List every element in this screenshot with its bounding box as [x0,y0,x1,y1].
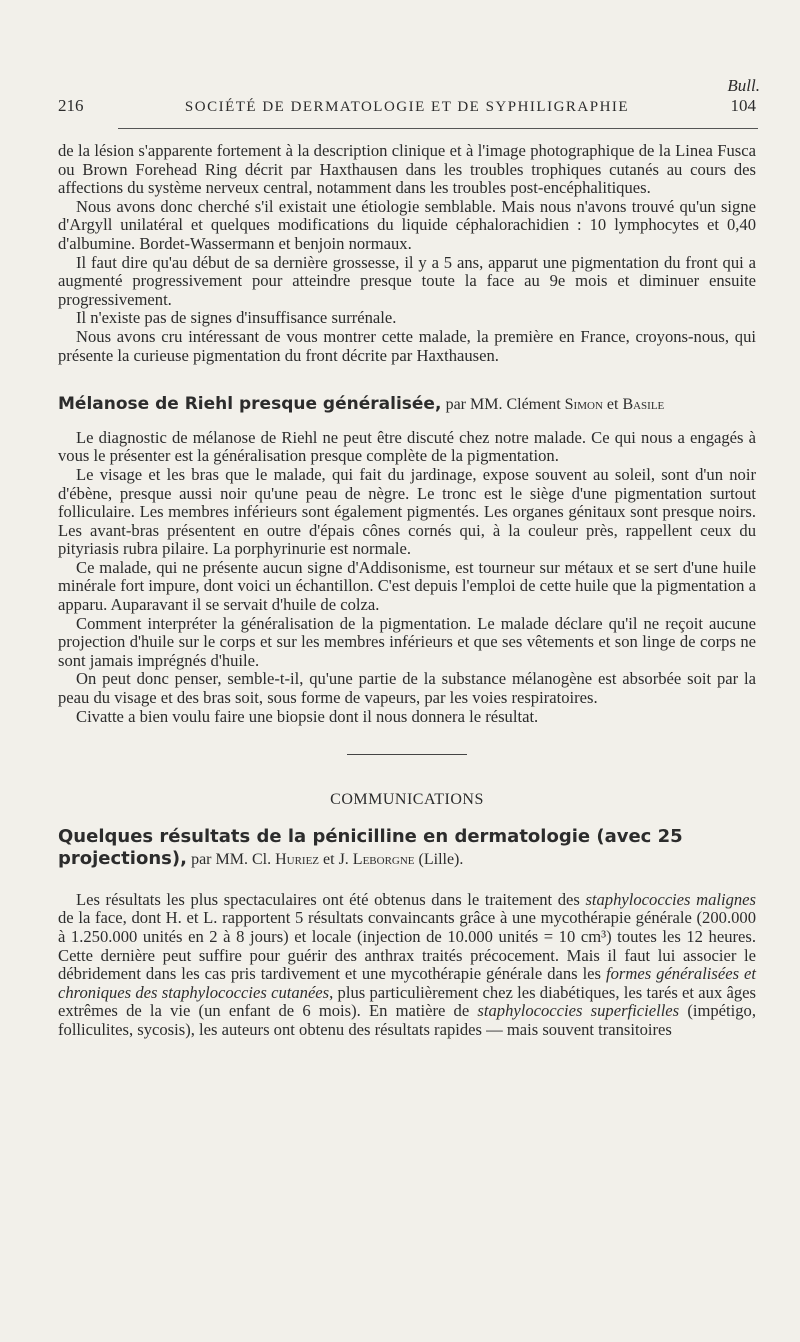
section-heading-riehl [58,395,756,415]
author-name: Simon [564,396,603,414]
affiliation: (Lille). [418,850,464,868]
volume-number: 104 [730,96,756,115]
section-paragraph: Ce malade, qui ne présente aucun signe d'Addisonisme, est tourneur sur métaux et se sert d'une huile minérale fort impure, dont voici un échantillon. C'est depuis l'emploi de cette huile que la pigmentation a apparu. Auparavant il se servait d'huile de colza. [58,557,756,615]
section-title: Mélanose de Riehl presque généralisée, [58,394,442,415]
emphasis: staphylococcies superficielles [477,1001,680,1021]
section-paragraph: Comment interpréter la généralisation de la pigmentation. Le malade déclare qu'il ne reçoit aucune projection d'huile sur le corps et sur les membres inférieurs et que ses vêtements et son linge de corps ne sont jamais imprégnés d'huile. [58,613,756,670]
section-paragraph: Le diagnostic de mélanose de Riehl ne peut être discuté chez notre malade. Ce qui nous a engagés à vous le présenter est la généralisation presque complète de la pigmentation. [58,427,756,466]
running-head-bull: Bull. [727,76,760,95]
section-authors: par MM. Clément Simon et Basile [445,396,665,414]
intro-paragraph: Nous avons cru intéressant de vous montrer cette malade, la première en France, croyons-nous, qui présente la curieuse pigmentation du front décrite par Haxthausen. [58,326,756,365]
communications-heading: COMMUNICATIONS [330,791,484,809]
author-name: Huriez [275,850,320,868]
author-name: Leborgne [352,850,415,868]
intro-paragraph: Nous avons donc cherché s'il existait une étiologie semblable. Mais nous n'avons trouvé qu'un signe d'Argyll unilatéral et quelques modifications du liquide céphalorachidien : 10 lymphocytes et 0,40 d'albumine. Bordet-Wassermann et benjoin normaux. [58,196,756,253]
section-paragraph: On peut donc penser, semble-t-il, qu'une partie de la substance mélanogène est absorbée soit par la peau du visage et des bras soit, sous forme de vapeurs, par les voies respiratoires. [58,669,756,708]
section-authors: par MM. Cl. Huriez et J. Leborgne (Lille). [191,850,464,868]
section-title: Quelques résultats de la pénicilline en dermatologie (avec 25 projections), [58,825,683,869]
intro-paragraph: Il n'existe pas de signes d'insuffisance surrénale. [76,308,397,328]
emphasis: formes généralisées et chroniques des staphylococcies cutanées [58,964,757,1002]
section-heading-penicilline [58,826,756,871]
emphasis: staphylococcies malignes [585,889,757,909]
header-rule [118,128,758,129]
section-paragraph: Le visage et les bras que le malade, qui fait du jardinage, expose souvent au soleil, sont d'un noir d'ébène, presque aussi noir qu'une peau de nègre. Le tronc est le siège d'une pigmentation surtout folliculaire. Les membres inférieurs sont également pigmentés. Les organes génitaux sont presque noirs. Les avant-bras présentent en outre d'épais cônes cornés qui, à la couleur près, rappellent ceux du pityriasis rubra pilaire. La porphyrinurie est normale. [58,464,756,559]
intro-paragraph: de la lésion s'apparente fortement à la description clinique et à l'image photographique de la Linea Fusca ou Brown Forehead Ring décrit par Haxthausen dans les troubles trophiques cutanés au cours des affections du système nerveux central, notamment dans les troubles post-encéphalitiques. [58,141,756,198]
journal-title: SOCIÉTÉ DE DERMATOLOGIE ET DE SYPHILIGRAPHIE [184,99,630,115]
page-number: 216 [58,96,84,115]
author-name: Basile [622,396,665,414]
article-body [58,142,756,1040]
running-header [58,96,756,116]
section-divider [347,754,467,755]
intro-paragraph: Il faut dire qu'au début de sa dernière grossesse, il y a 5 ans, apparut une pigmentation du front qui a augmenté progressivement pour atteindre presque toute la face au 9e mois et diminuer ensuite progressivement. [58,252,756,309]
section-paragraph: Civatte a bien voulu faire une biopsie dont il nous donnera le résultat. [76,706,539,726]
section-paragraph: Les résultats les plus spectaculaires ont été obtenus dans le traitement des staphylococcies malignes de la face, dont H. et L. rapportent 5 résultats convaincants grâce à une mycothérapie générale (200.000 à 1.250.000 unités en 2 à 8 jours) et locale (injection de 10.000 unités = 10 cm³) toutes les 12 heures. Cette dernière peut suffire pour guérir des anthrax traités précocement. Mais il faut lui associer le débridement dans les cas pris tardivement et une mycothérapie générale dans les formes généralisées et chroniques des staphylococcies cutanées, plus particulièrement chez les diabétiques, les tarés et aux âges extrêmes de la vie (un enfant de 6 mois). En matière de staphylococcies superficielles (impétigo, folliculites, sycosis), les auteurs ont obtenu des résultats rapides — mais souvent transitoires [58,889,757,1039]
